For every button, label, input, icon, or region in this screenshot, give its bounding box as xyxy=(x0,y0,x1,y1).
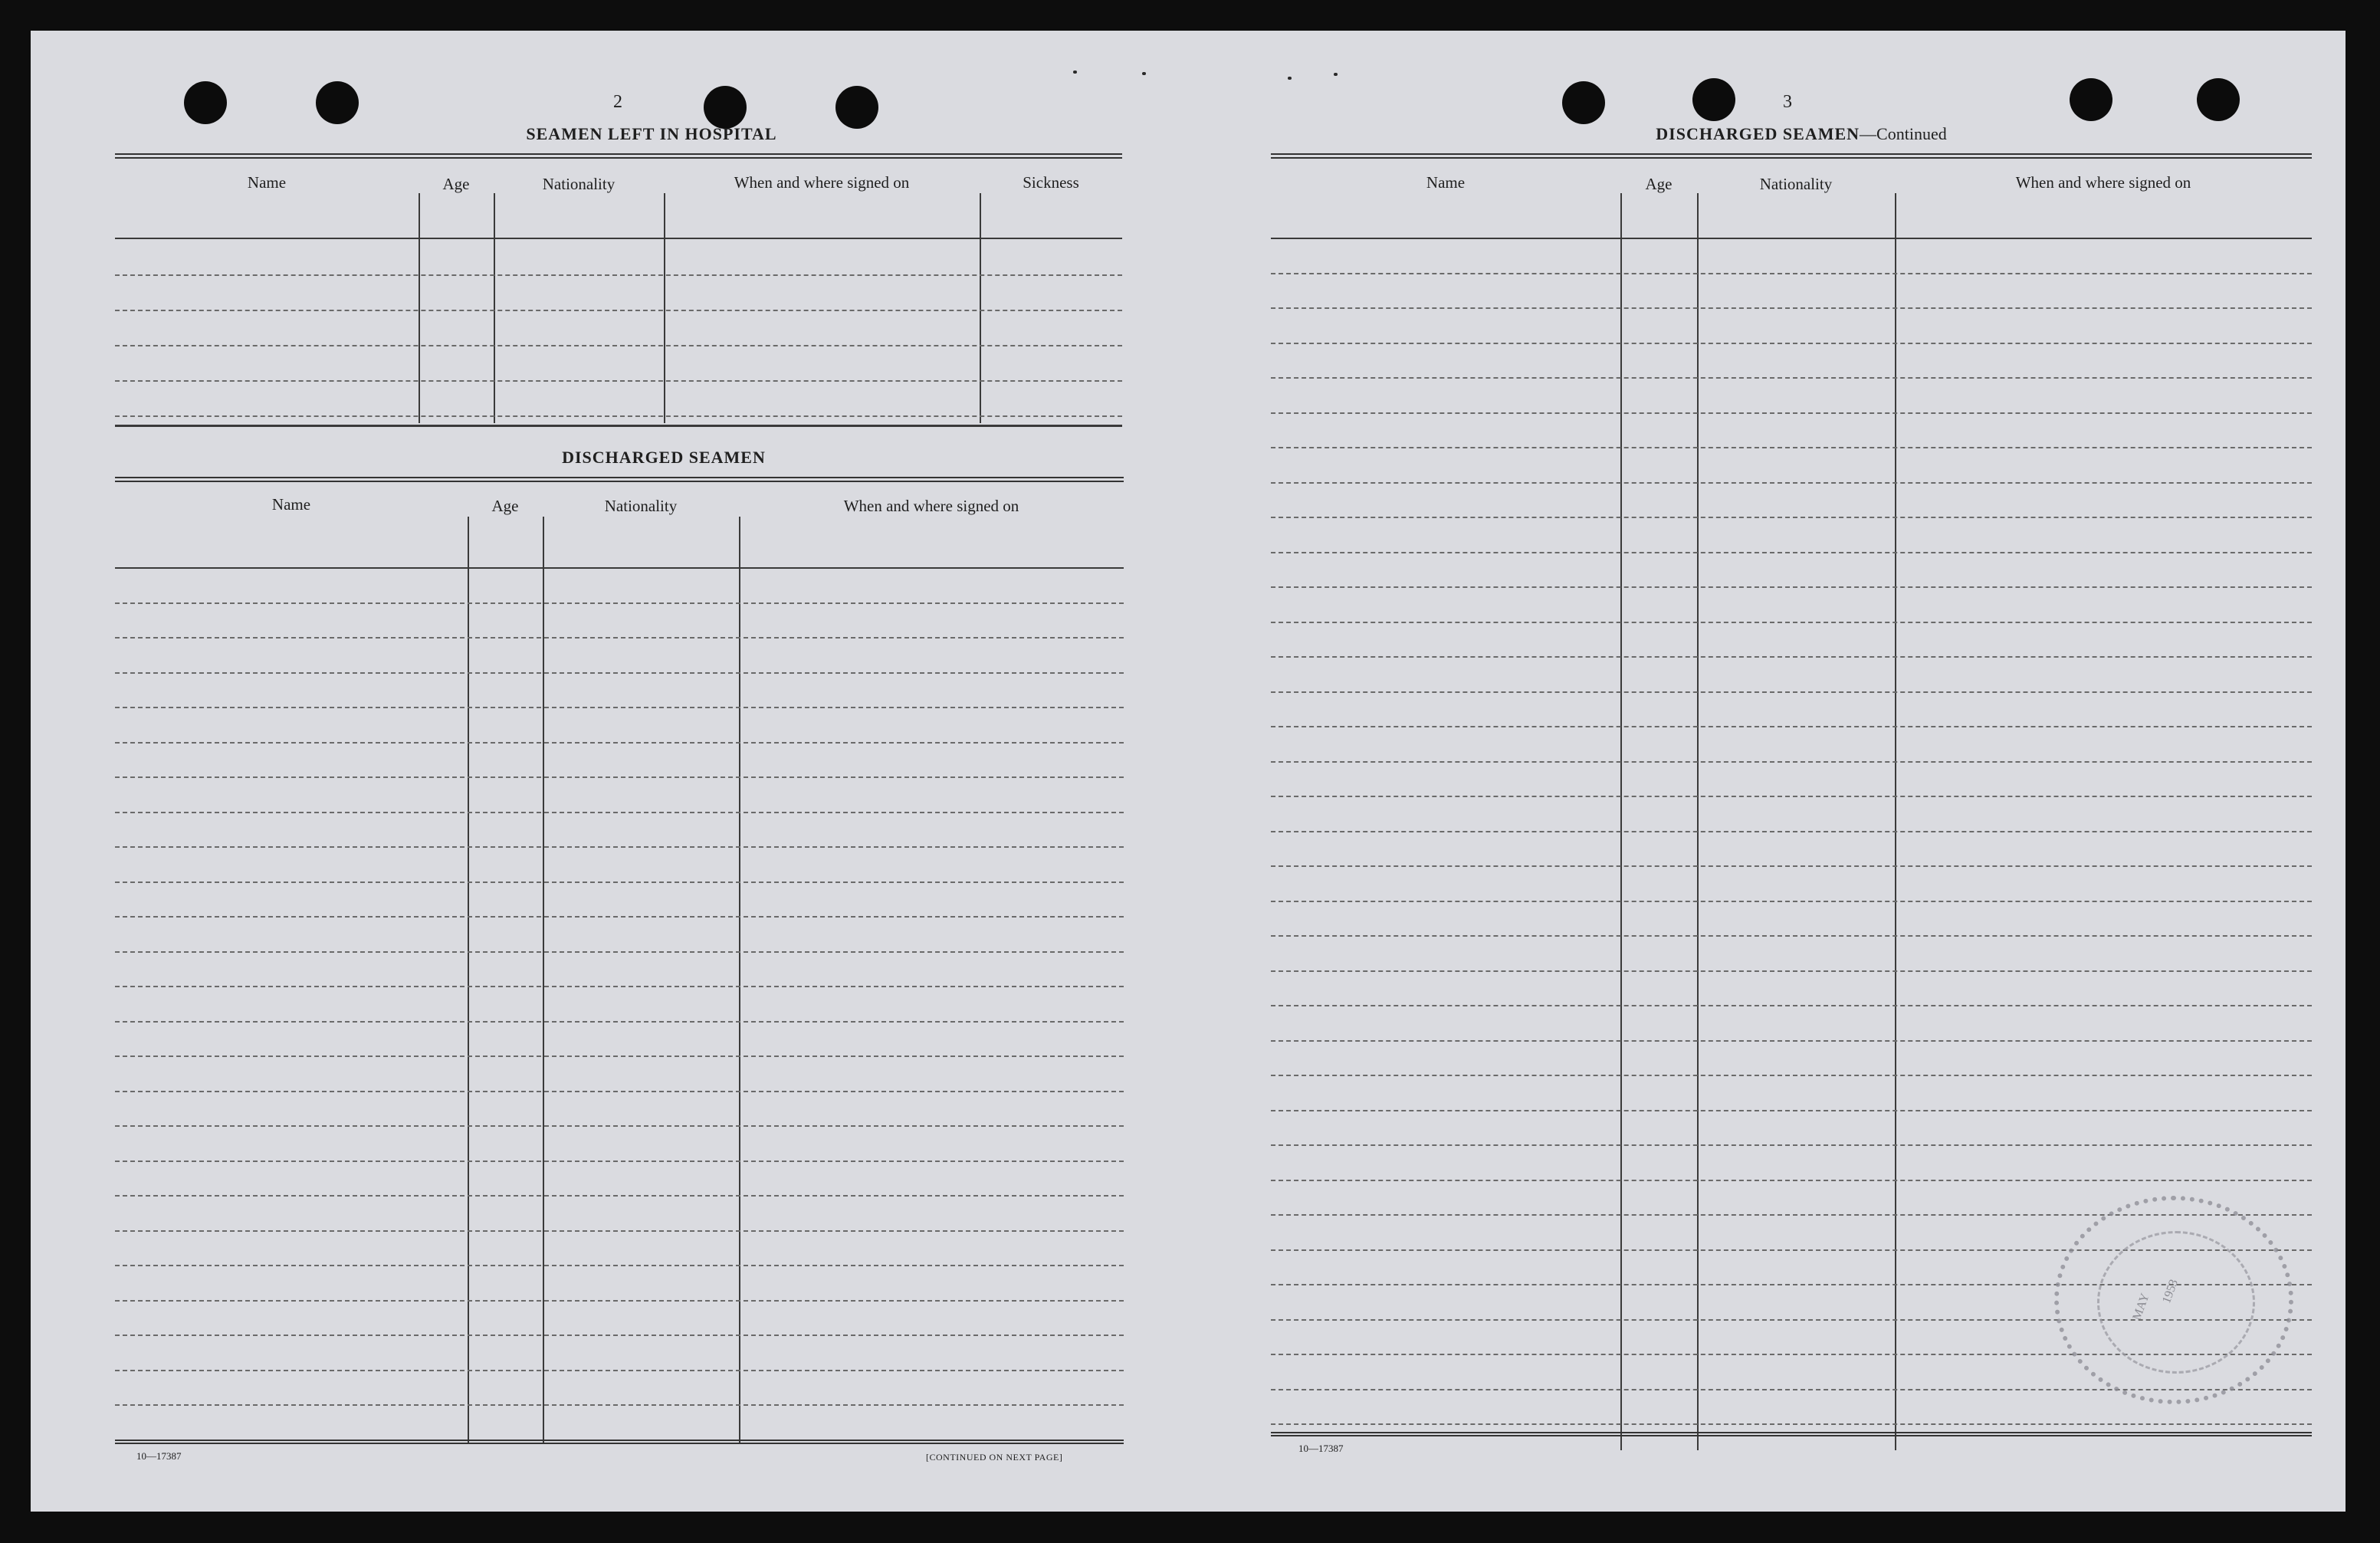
table-row xyxy=(115,602,1124,604)
punch-hole xyxy=(835,86,878,129)
column-header-nationality: Nationality xyxy=(604,497,678,515)
table-row xyxy=(1271,552,2312,553)
table-row xyxy=(115,1125,1124,1127)
table-row xyxy=(1271,412,2312,414)
table-row xyxy=(1271,307,2312,309)
table-top-rule xyxy=(1271,153,2312,159)
table-row xyxy=(115,1021,1124,1023)
table-top-rule xyxy=(115,477,1124,482)
punch-hole xyxy=(2197,78,2240,121)
table-row xyxy=(115,637,1124,639)
header-rule xyxy=(115,567,1124,569)
table-row xyxy=(1271,622,2312,623)
table-row xyxy=(115,881,1124,883)
table-row xyxy=(115,742,1124,744)
column-header-age: Age xyxy=(1645,175,1673,193)
column-header-sickness: Sickness xyxy=(1023,173,1079,192)
table-row xyxy=(115,1370,1124,1371)
continued-on-next-page: [CONTINUED ON NEXT PAGE] xyxy=(926,1452,1063,1463)
table-row xyxy=(115,1404,1124,1406)
table-row xyxy=(115,1055,1124,1057)
table-row xyxy=(1271,691,2312,693)
punch-hole xyxy=(316,81,359,124)
ink-speck xyxy=(1334,73,1338,76)
table-row xyxy=(115,672,1124,674)
column-header-name: Name xyxy=(247,173,287,192)
table-row xyxy=(1271,656,2312,658)
table-row xyxy=(115,380,1122,382)
column-divider xyxy=(980,193,981,423)
table-row xyxy=(115,846,1124,848)
table-row xyxy=(1271,831,2312,832)
table-row xyxy=(1271,1144,2312,1146)
document-sheet xyxy=(31,31,2346,1512)
column-header-age: Age xyxy=(491,497,519,515)
date-stamp xyxy=(2054,1196,2293,1404)
page-number-left: 2 xyxy=(613,92,622,112)
table-row xyxy=(1271,343,2312,344)
column-header-signed-on: When and where signed on xyxy=(843,497,1019,515)
column-divider xyxy=(739,517,740,1443)
table-row xyxy=(115,1265,1124,1266)
table-row xyxy=(1271,377,2312,379)
table-row xyxy=(115,776,1124,778)
table-row xyxy=(1271,1423,2312,1425)
hospital-section-title: SEAMEN LEFT IN HOSPITAL xyxy=(526,124,777,143)
table-row xyxy=(1271,517,2312,518)
table-row xyxy=(1271,935,2312,937)
table-row xyxy=(115,310,1122,311)
date-stamp-month: MAY xyxy=(2130,1292,2152,1322)
column-header-nationality: Nationality xyxy=(1759,175,1833,193)
table-row xyxy=(115,707,1124,708)
column-divider xyxy=(1620,193,1622,1450)
header-rule xyxy=(1271,238,2312,239)
table-row xyxy=(1271,970,2312,972)
column-header-name: Name xyxy=(1426,173,1466,192)
table-row xyxy=(115,1161,1124,1162)
date-stamp-inner-ring xyxy=(2097,1231,2255,1374)
column-divider xyxy=(419,193,420,423)
table-row xyxy=(1271,761,2312,763)
table-row xyxy=(115,1091,1124,1092)
table-row xyxy=(1271,901,2312,902)
table-row xyxy=(1271,447,2312,448)
table-bottom-rule xyxy=(115,425,1122,427)
column-header-signed-on: When and where signed on xyxy=(2015,173,2191,192)
column-divider xyxy=(1895,193,1896,1450)
hospital-table xyxy=(115,153,1122,460)
right-section-title-main: DISCHARGED SEAMEN xyxy=(1656,124,1860,143)
punch-hole xyxy=(1692,78,1735,121)
right-section-title-continued: —Continued xyxy=(1860,124,1947,143)
table-row xyxy=(1271,1075,2312,1076)
form-number-right: 10—17387 xyxy=(1298,1443,1344,1454)
table-row xyxy=(115,1230,1124,1232)
table-row xyxy=(1271,1005,2312,1006)
table-row xyxy=(115,274,1122,276)
column-divider xyxy=(494,193,495,423)
form-number-left: 10—17387 xyxy=(136,1450,182,1462)
punch-hole xyxy=(704,86,747,129)
table-row xyxy=(1271,273,2312,274)
table-row xyxy=(115,1335,1124,1336)
table-bottom-rule xyxy=(115,1440,1124,1444)
table-row xyxy=(115,415,1122,417)
table-row xyxy=(1271,1180,2312,1181)
table-row xyxy=(1271,1110,2312,1111)
ink-speck xyxy=(1142,72,1146,75)
column-divider xyxy=(543,517,544,1443)
ink-speck xyxy=(1073,71,1077,74)
punch-hole xyxy=(1562,81,1605,124)
column-divider xyxy=(468,517,469,1443)
table-row xyxy=(1271,1040,2312,1042)
table-row xyxy=(1271,482,2312,484)
table-row xyxy=(115,812,1124,813)
punch-hole xyxy=(2070,78,2112,121)
discharged-table-left xyxy=(115,477,1124,1455)
punch-hole xyxy=(184,81,227,124)
header-rule xyxy=(115,238,1122,239)
ink-speck xyxy=(1288,77,1292,80)
table-bottom-rule xyxy=(1271,1432,2312,1436)
table-row xyxy=(1271,726,2312,727)
column-header-age: Age xyxy=(442,175,470,193)
column-header-nationality: Nationality xyxy=(542,175,616,193)
table-row xyxy=(115,1300,1124,1302)
right-section-title xyxy=(1533,124,2070,144)
table-top-rule xyxy=(115,153,1122,159)
table-row xyxy=(1271,865,2312,867)
table-row xyxy=(115,916,1124,918)
column-header-name: Name xyxy=(271,495,311,514)
table-row xyxy=(1271,586,2312,588)
column-header-signed-on: When and where signed on xyxy=(734,173,910,192)
column-divider xyxy=(1697,193,1699,1450)
table-row xyxy=(115,951,1124,953)
table-row xyxy=(115,345,1122,346)
table-row xyxy=(115,1195,1124,1197)
table-row xyxy=(115,986,1124,987)
column-divider xyxy=(664,193,665,423)
table-row xyxy=(1271,796,2312,797)
discharged-section-title: DISCHARGED SEAMEN xyxy=(562,448,766,467)
page-number-right: 3 xyxy=(1783,92,1792,112)
date-stamp-year: 1953 xyxy=(2160,1277,2181,1305)
